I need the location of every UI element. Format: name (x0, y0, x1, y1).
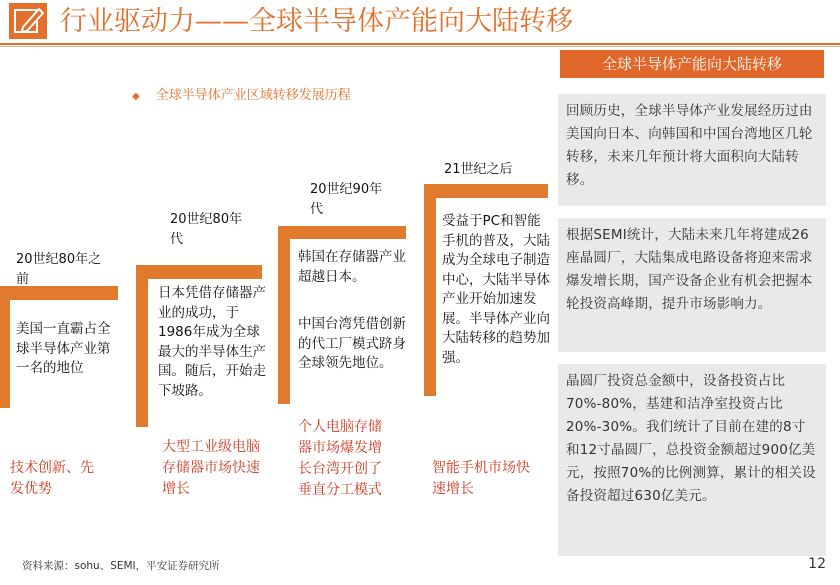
era-driver-1: 技术创新、先发优势 (10, 460, 94, 497)
page-number: 12 (808, 556, 826, 572)
source-note: 资料来源：sohu、SEMI，平安证券研究所 (22, 560, 220, 572)
topic-tag: 全球半导体产能向大陆转移 (560, 50, 824, 78)
info-panel-semi: 根据SEMI统计，大陆未来几年将建成26座晶圆厂，大陆集成电路设备将迎来需求爆发增长期，国产设备企业有机会把握本轮投资高峰期，提升市场影响力。 (558, 218, 826, 352)
step-riser-3 (278, 239, 290, 404)
era-driver-4: 智能手机市场快速增长 (432, 460, 530, 497)
logo-badge (9, 3, 47, 39)
era-driver-3: 个人电脑存储器市场爆发增长台湾开创了垂直分工模式 (298, 419, 382, 498)
step-bar-2 (136, 265, 262, 279)
info-panel-history: 回顾历史，全球半导体产业发展经历过由美国向日本、向韩国和中国台湾地区几轮转移，未来几年预计将大面积向大陆转移。 (558, 94, 826, 206)
section-title (132, 84, 351, 103)
era-desc-4: 受益于PC和智能手机的普及，大陆成为全球电子制造中心，大陆半导体产业开始加速发展。半导体产业向大陆转移的趋势加强。 (442, 213, 550, 366)
diamond-bullet-icon: ◆ (132, 91, 140, 102)
era-desc-1: 美国一直霸占全球半导体产业第一名的地位 (16, 321, 111, 376)
step-bar-4 (424, 184, 548, 198)
step-riser-4 (424, 198, 436, 396)
page-title: 行业驱动力——全球半导体产能向大陆转移 (60, 6, 573, 37)
step-riser-2 (136, 279, 148, 427)
pencil-icon (9, 3, 47, 39)
era-driver-2: 大型工业级电脑存储器市场快速增长 (162, 439, 260, 497)
era-label-3: 20世纪90年代 (310, 182, 383, 217)
step-riser-1 (0, 300, 10, 408)
section-title-text: 全球半导体产业区域转移发展历程 (155, 88, 351, 103)
era-label-1: 20世纪80年之前 (16, 252, 102, 287)
era-label-2: 20世纪80年代 (170, 212, 243, 247)
era-desc-2: 日本凭借存储器产业的成功，于1986年成为全球最大的半导体生产国。随后，开始走下坡路。 (158, 285, 266, 399)
info-panel-investment: 晶圆厂投资总金额中，设备投资占比70%-80%，基建和洁净室投资占比20%-30%。我们统计了目前在建的8寸和12寸晶圆厂，总投资金额超过900亿美元，按照70%的比例测算，累计的相关设备投资超过630亿美元。 (558, 364, 826, 556)
title-divider-thin (0, 46, 840, 47)
era-desc-3: 韩国在存储器产业超越日本。 (298, 249, 406, 285)
era-desc-3b: 中国台湾凭借创新的代工厂模式跻身全球领先地位。 (298, 316, 406, 371)
era-label-4: 21世纪之后 (444, 162, 513, 177)
step-bar-3 (278, 226, 406, 239)
title-divider (0, 43, 840, 45)
